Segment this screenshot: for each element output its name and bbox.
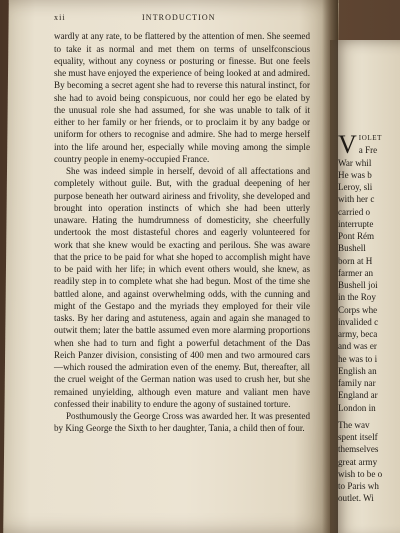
right-page-line: with her c [338,194,375,205]
right-page-line: interrupte [338,218,374,229]
right-page-lines [338,144,400,504]
right-page-line: Leroy, sli [338,182,373,192]
right-page-line: The wav [338,419,370,430]
right-page-line: a Fre [358,145,378,156]
running-head [54,12,310,24]
dropcap: V [338,130,357,159]
right-page-line: War whil [338,157,372,168]
right-page [330,40,400,533]
right-page-line: Bushell [338,243,366,254]
right-page-line: carried o [338,206,371,217]
right-page-text [338,132,400,505]
book-gutter [322,0,338,533]
left-page-text [54,12,310,435]
right-page-line: to Paris wh [338,481,379,491]
right-page-line: themselves [338,444,379,455]
right-page-line: spent itself [338,432,378,442]
right-page-line: and was er [338,341,377,352]
page-number: xii [54,13,66,22]
paragraph-3: Posthumously the George Cross was awarded her. It was presented by King George the Sixth to her daughter, Tania, a child then of four. [54,411,310,434]
right-page-line: Corps whe [338,304,378,315]
right-page-line: in the Roy [338,292,376,303]
right-page-line: He was b [338,169,372,180]
right-page-line: family nar [338,378,376,388]
running-head-title: INTRODUCTION [142,13,216,22]
right-page-line: English an [338,365,377,376]
right-page-line: outlet. Wi [338,493,374,504]
right-page-line: great army [338,456,378,467]
right-page-line: England ar [338,390,378,401]
right-page-line: he was to i [338,353,378,364]
right-page-line: army, beca [338,329,378,339]
right-page-line: Bushell joi [338,280,378,290]
right-page-line: born at H [338,255,373,266]
right-page-line: Pont Rém [338,231,375,241]
right-page-line: London in [338,402,376,413]
paragraph-2: She was indeed simple in herself, devoid of all affectations and completely without guile. But, with the gradual deepening of her purpose beneath her outward airiness and frivolity, she developed and brought into operation instincts of which she had been utterly unaware. Hating the humdrumness of domesticity, she cheerfully undertook the most distasteful chores and eagerly volunteered for work that she knew would be exacting and perilous. She was aware that the price to be paid for what she hoped to accomplish might have to be paid with her life; in which event others would, she knew, as readily step in to complete what she had begun. Most of the time she battled alone, and against overwhelming odds, with the cunning and might of the Gestapo and the myriads they employed for their vile tasks. By her daring and astuteness, again and again she managed to outwit them; later the battle assumed even more alarming proportions when she had to turn and fight a powerful detachment of the Das Reich Panzer division, consisting of 400 men and two armoured cars—which roused the admiration even of the enemy. But, thereafter, all the cruel weight of the German nation was used to crush her, but she remained unyielding, although even mature and valiant men have confessed their inability to endure the agony of sustained torture. [54,166,310,409]
chapter-heading-fragment: IOLET [358,134,382,142]
paragraph-1: wardly at any rate, to be flattered by the attention of men. She seemed to take it as normal and met them on terms of unselfconscious equality, without any coyness or posturing or finesse. But one feels she must have enjoyed the experience of being looked at and admired. By becoming a secret agent she had to reverse this natural instinct, for she had to avoid being conspicuous, nor could her ego be elated by the unusual role she had assumed, for she was unable to talk of it either to her family or her friends, or to proclaim it by any badge or uniform for others to recognise and admire. She had to merge herself into the life around her, especially while moving among the simple country people in enemy-occupied France. [54,31,310,164]
right-page-line: farmer an [338,267,374,278]
right-page-line: wish to be o [338,468,383,479]
right-page-line: invalided c [338,316,379,327]
